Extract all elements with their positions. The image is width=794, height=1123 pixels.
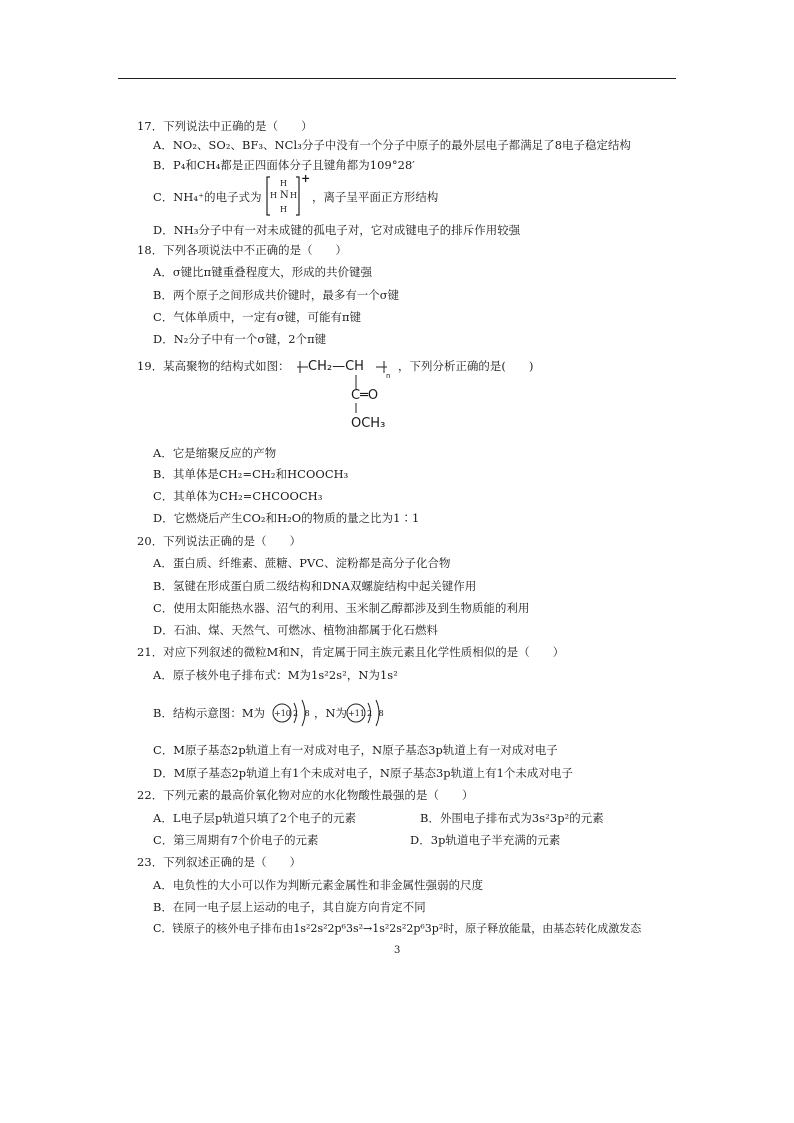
q18-option-d: D．N₂分子中有一个σ键，2个π键 (153, 332, 327, 346)
q21-option-a: A．原子核外电子排布式：M为1s²2s²，N为1s² (153, 668, 398, 682)
lewis-center-n: N (280, 190, 289, 201)
page-number: 3 (394, 945, 401, 956)
q21-option-c: C．M原子基态2p轨道上有一对成对电子，N原子基态3p轨道上有一对成对电子 (153, 743, 558, 757)
q22-option-a: A．L电子层p轨道只填了2个电子的元素 (153, 811, 357, 825)
q18-option-c: C．气体单质中，一定有σ键，可能有π键 (153, 310, 362, 324)
nh4-lewis-structure (266, 172, 311, 217)
q17-stem: 17．下列说法中正确的是（ ） (137, 119, 313, 133)
q21-option-b-prefix: B．结构示意图：M为 (153, 706, 266, 720)
q21-stem: 21．对应下列叙述的微粒M和N，肯定属于同主族元素且化学性质相似的是（ ） (137, 645, 565, 659)
polymer-n: n (386, 372, 391, 380)
atom-m-shells: 2 8 (293, 709, 312, 718)
q23-option-a: A．电负性的大小可以作为判断元素金属性和非金属性强弱的尺度 (153, 878, 484, 892)
q23-stem: 23．下列叙述正确的是（ ） (137, 855, 302, 869)
q23-option-b: B．在同一电子层上运动的电子，其自旋方向肯定不同 (153, 900, 426, 914)
q22-option-c: C．第三周期有7个价电子的元素 (153, 833, 319, 847)
q19-option-d: D．它燃烧后产生CO₂和H₂O的物质的量之比为1∶1 (153, 511, 420, 525)
q20-option-d: D．石油、煤、天然气、可燃冰、植物油都属于化石燃料 (153, 623, 439, 637)
q17-option-a: A．NO₂、SO₂、BF₃、NCl₃分子中没有一个分子中原子的最外层电子都满足了8电子稳定结构 (153, 138, 631, 152)
polymer-chain: CH₂—CH (308, 359, 364, 374)
lewis-h-bottom: H (280, 205, 287, 214)
atom-diagram-n (346, 694, 386, 732)
polymer-ester: OCH₃ (351, 416, 386, 431)
atom-m-nucleus: +10 (274, 709, 291, 718)
q18-option-b: B．两个原子之间形成共价键时，最多有一个σ键 (153, 288, 400, 302)
lewis-h-left: H (270, 191, 277, 200)
lewis-h-right: H (290, 191, 297, 200)
q17-option-b: B．P₄和CH₄都是正四面体分子且键角都为109°28′ (153, 158, 415, 172)
lewis-h-top: H (280, 179, 287, 188)
q22-stem: 22．下列元素的最高价氧化物对应的水化物酸性最强的是（ ） (137, 788, 474, 802)
q23-option-c: C．镁原子的核外电子排布由1s²2s²2p⁶3s²→1s²2s²2p⁶3p²时，原子释放能量，由基态转化成激发态 (153, 922, 642, 935)
q18-stem: 18．下列各项说法中不正确的是（ ） (137, 243, 348, 257)
q17-option-c-suffix: ，离子呈平面正方形结构 (312, 190, 439, 204)
q20-stem: 20．下列说法正确的是（ ） (137, 534, 302, 548)
polymer-carbonyl: C═O (351, 388, 379, 403)
q22-option-b: B．外围电子排布式为3s²3p²的元素 (420, 811, 604, 825)
q19-option-b: B．其单体是CH₂=CH₂和HCOOCH₃ (153, 467, 349, 481)
q19-stem-suffix: ，下列分析正确的是( ) (398, 359, 534, 373)
q19-stem-prefix: 19．某高聚物的结构式如图： (137, 359, 290, 373)
q20-option-a: A．蛋白质、纤维素、蔗糖、PVC、淀粉都是高分子化合物 (153, 556, 451, 570)
q21-option-b-mid: ，N为 (314, 706, 348, 720)
q17-option-c-prefix: C．NH₄⁺的电子式为 (153, 190, 262, 204)
atom-diagram-m (272, 694, 312, 732)
q20-option-c: C．使用太阳能热水器、沼气的利用、玉米制乙醇都涉及到生物质能的利用 (153, 601, 530, 615)
q17-option-d: D．NH₃分子中有一对未成键的孤电子对，它对成键电子的排斥作用较强 (153, 223, 521, 237)
lewis-charge: + (301, 172, 311, 185)
polymer-structure (296, 355, 396, 435)
q19-option-c: C．其单体为CH₂=CHCOOCH₃ (153, 489, 323, 503)
atom-n-nucleus: +11 (348, 709, 365, 718)
atom-n-shells: 2 8 (367, 709, 386, 718)
q20-option-b: B．氢键在形成蛋白质二级结构和DNA双螺旋结构中起关键作用 (153, 579, 477, 593)
q19-option-a: A．它是缩聚反应的产物 (153, 446, 277, 460)
q18-option-a: A．σ键比π键重叠程度大，形成的共价键强 (153, 265, 373, 279)
q22-option-d: D．3p轨道电子半充满的元素 (410, 833, 561, 847)
header-rule (118, 78, 676, 79)
q21-option-d: D．M原子基态2p轨道上有1个未成对电子，N原子基态3p轨道上有1个未成对电子 (153, 766, 573, 780)
